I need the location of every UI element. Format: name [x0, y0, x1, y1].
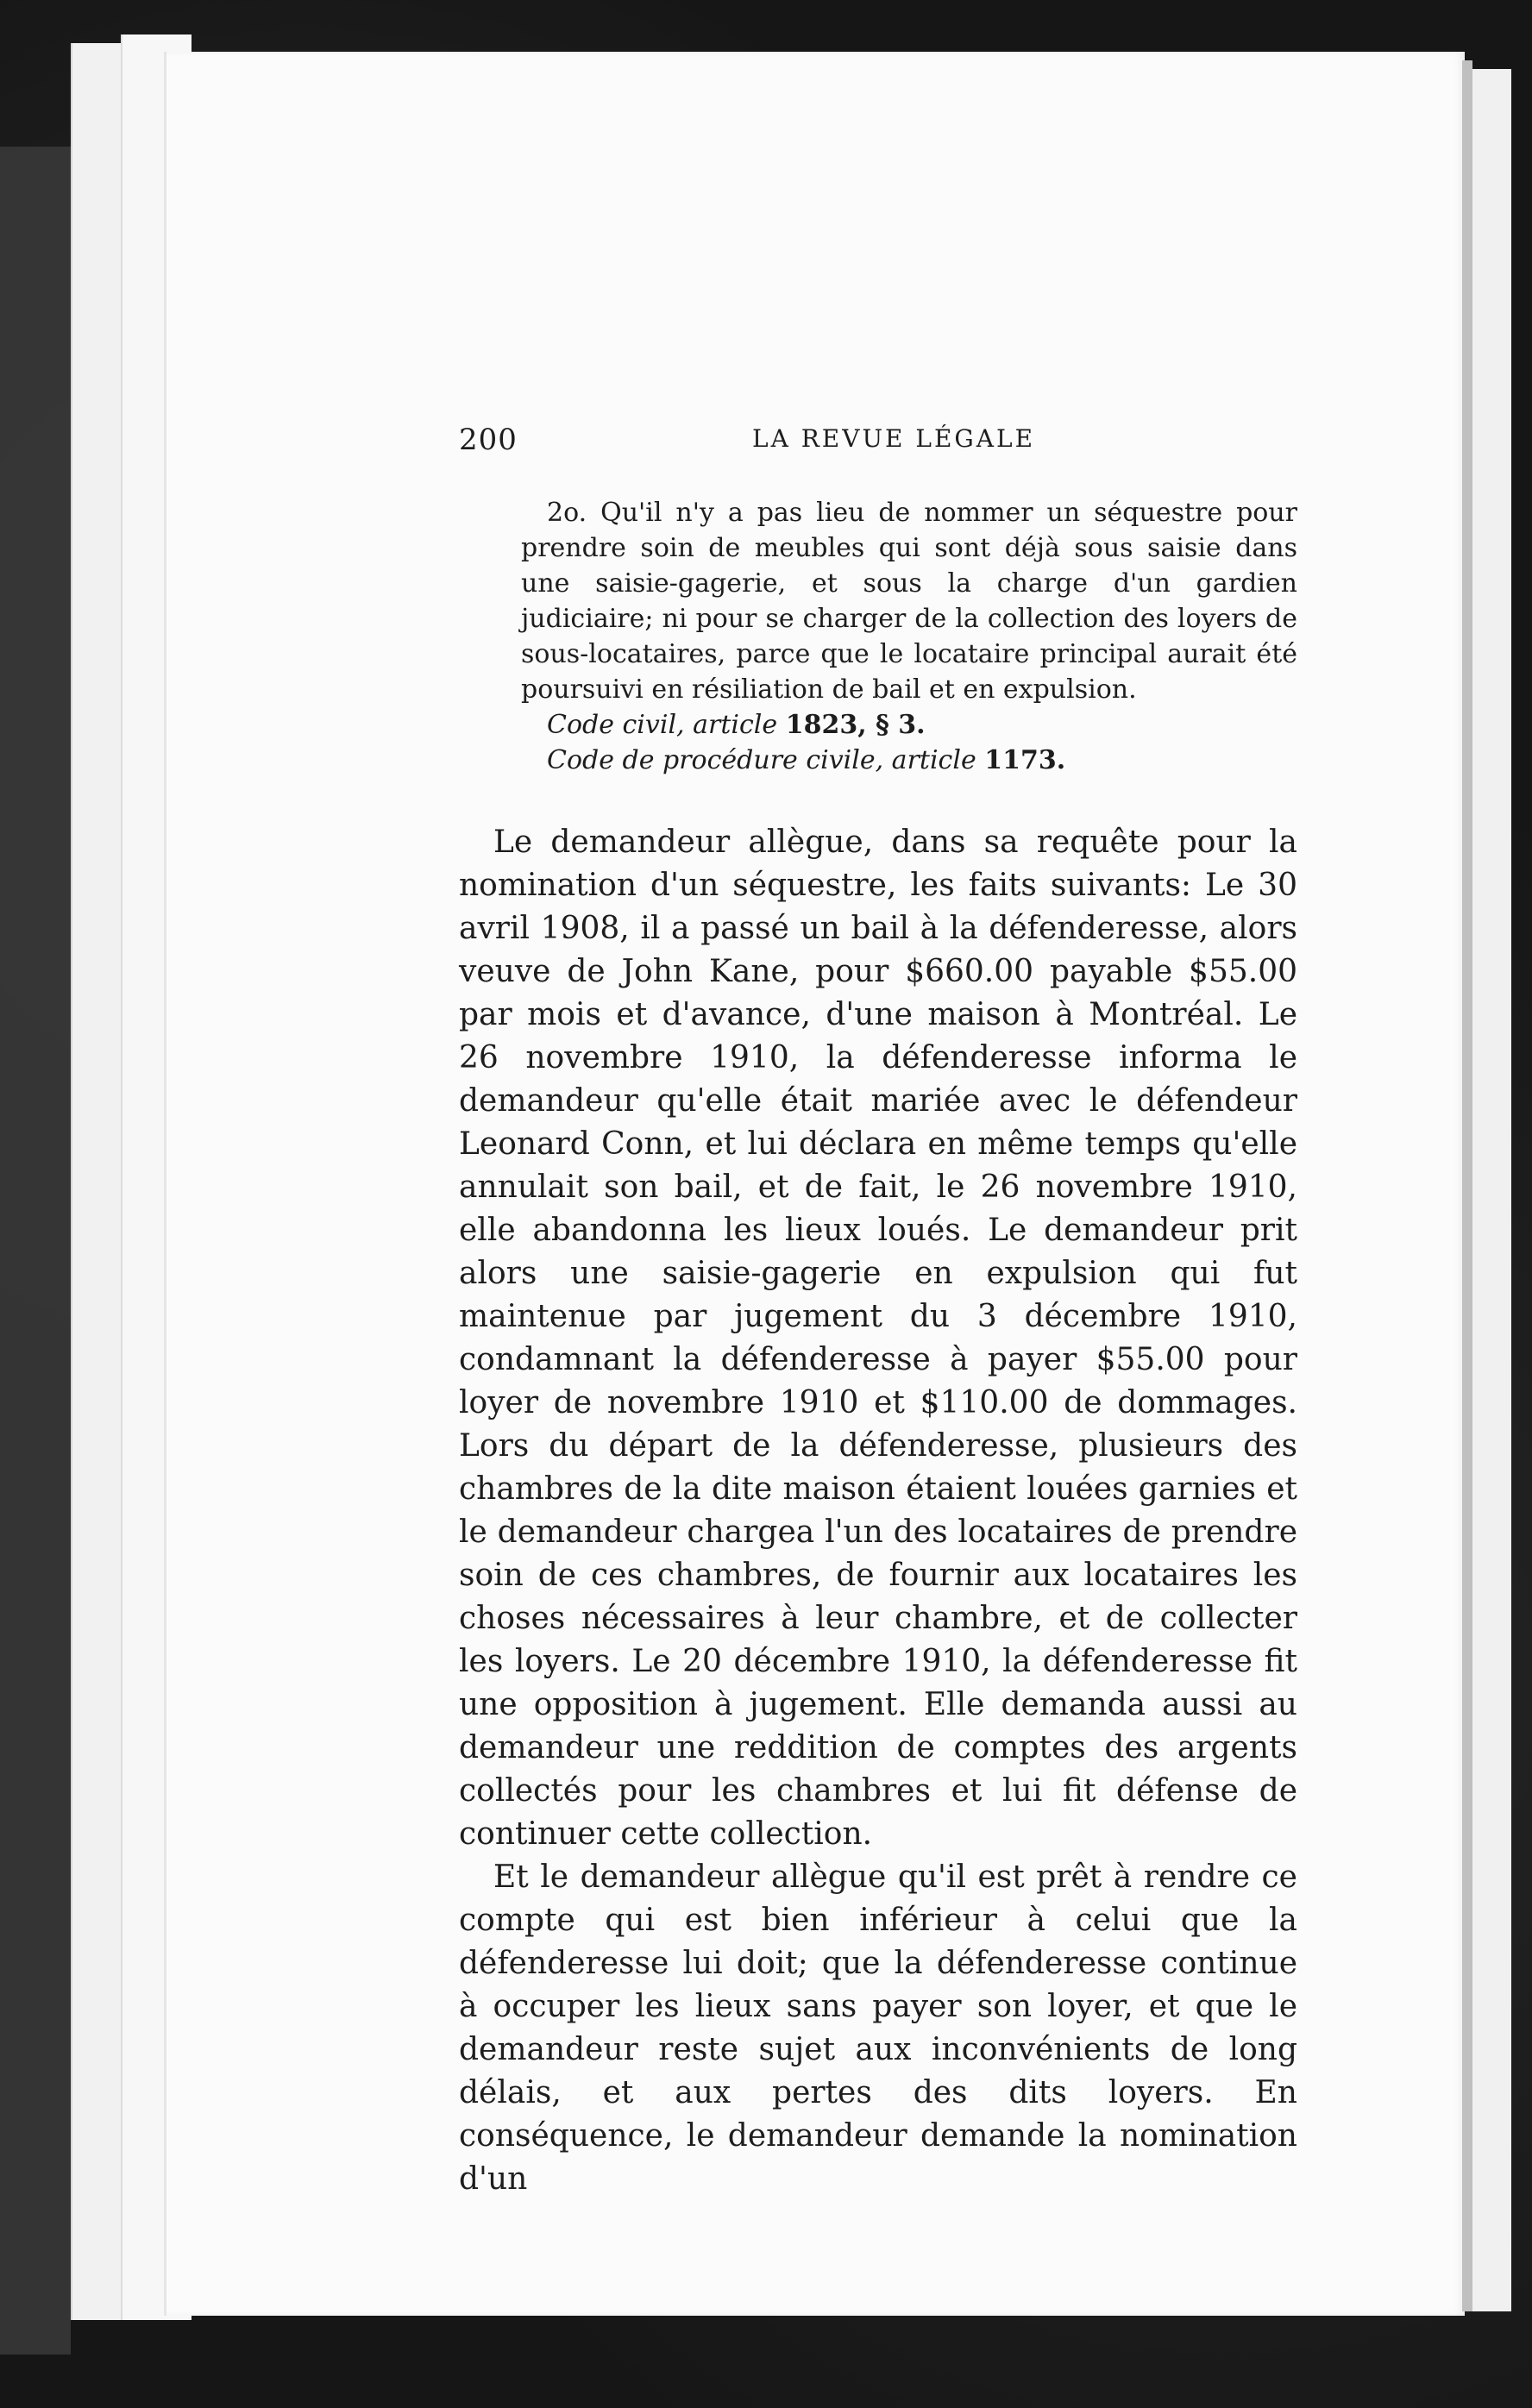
- citation-title: Code de procédure civile, article: [547, 745, 976, 775]
- page-content: [459, 423, 1297, 2201]
- body-text: [459, 821, 1297, 2201]
- citation-civil-code: [521, 707, 1297, 743]
- running-title: LA REVUE LÉGALE: [752, 424, 1036, 453]
- adjacent-page-strip: [0, 147, 71, 2355]
- page-header: [459, 423, 1297, 461]
- body-paragraph: Le demandeur allègue, dans sa requête pour la nomination d'un séquestre, les faits suivants: Le 30 avril 1908, il a passé un bail à la défenderesse, alors veuve de John Kane, pour $660.00 payable $55.00 par mois et d'avance, d'une maison à Montréal. Le 26 novembre 1910, la défenderesse informa le demandeur qu'elle était mariée avec le défendeur Leonard Conn, et lui déclara en même temps qu'elle annulait son bail, et de fait, le 26 novembre 1910, elle abandonna les lieux loués. Le demandeur prit alors une saisie-gagerie en expulsion qui fut maintenue par jugement du 3 décembre 1910, condamnant la défenderesse à payer $55.00 pour loyer de novembre 1910 et $110.00 de dommages. Lors du départ de la défenderesse, plusieurs des chambres de la dite maison étaient louées garnies et le demandeur chargea l'un des locataires de prendre soin de ces chambres, de fournir aux locataires les choses nécessaires à leur chambre, et de collecter les loyers. Le 20 décembre 1910, la défenderesse fit une opposition à jugement. Elle demanda aussi au demandeur une reddition de comptes des argents collectés pour les chambres et lui fit défense de continuer cette collection.: [459, 825, 1297, 1852]
- case-summary: [521, 495, 1297, 778]
- body-paragraph: Et le demandeur allègue qu'il est prêt à rendre ce compte qui est bien inférieur à celui que la défenderesse lui doit; que la défenderesse continue à occuper les lieux sans payer son loyer, et que le demandeur reste sujet aux inconvénients de long délais, et aux pertes des dits loyers. En conséquence, le demandeur demande la nomination d'un: [459, 1859, 1297, 2197]
- citation-title: Code civil, article: [547, 710, 778, 740]
- citation-ref: 1173.: [984, 745, 1066, 775]
- page-number: 200: [459, 423, 518, 457]
- citation-ref: 1823, § 3.: [785, 710, 926, 740]
- citation-procedure-code: [521, 743, 1297, 778]
- summary-paragraph: 2o. Qu'il n'y a pas lieu de nommer un séquestre pour prendre soin de meubles qui sont déjà sous saisie dans une saisie-gagerie, et sous la charge d'un gardien judiciaire; ni pour se charger de la collection des loyers de sous-locataires, parce que le locataire principal aurait été poursuivi en résiliation de bail et en expulsion.: [521, 498, 1297, 705]
- page-gutter-shadow: [1462, 60, 1472, 2311]
- facing-page-edge: [1472, 69, 1511, 2311]
